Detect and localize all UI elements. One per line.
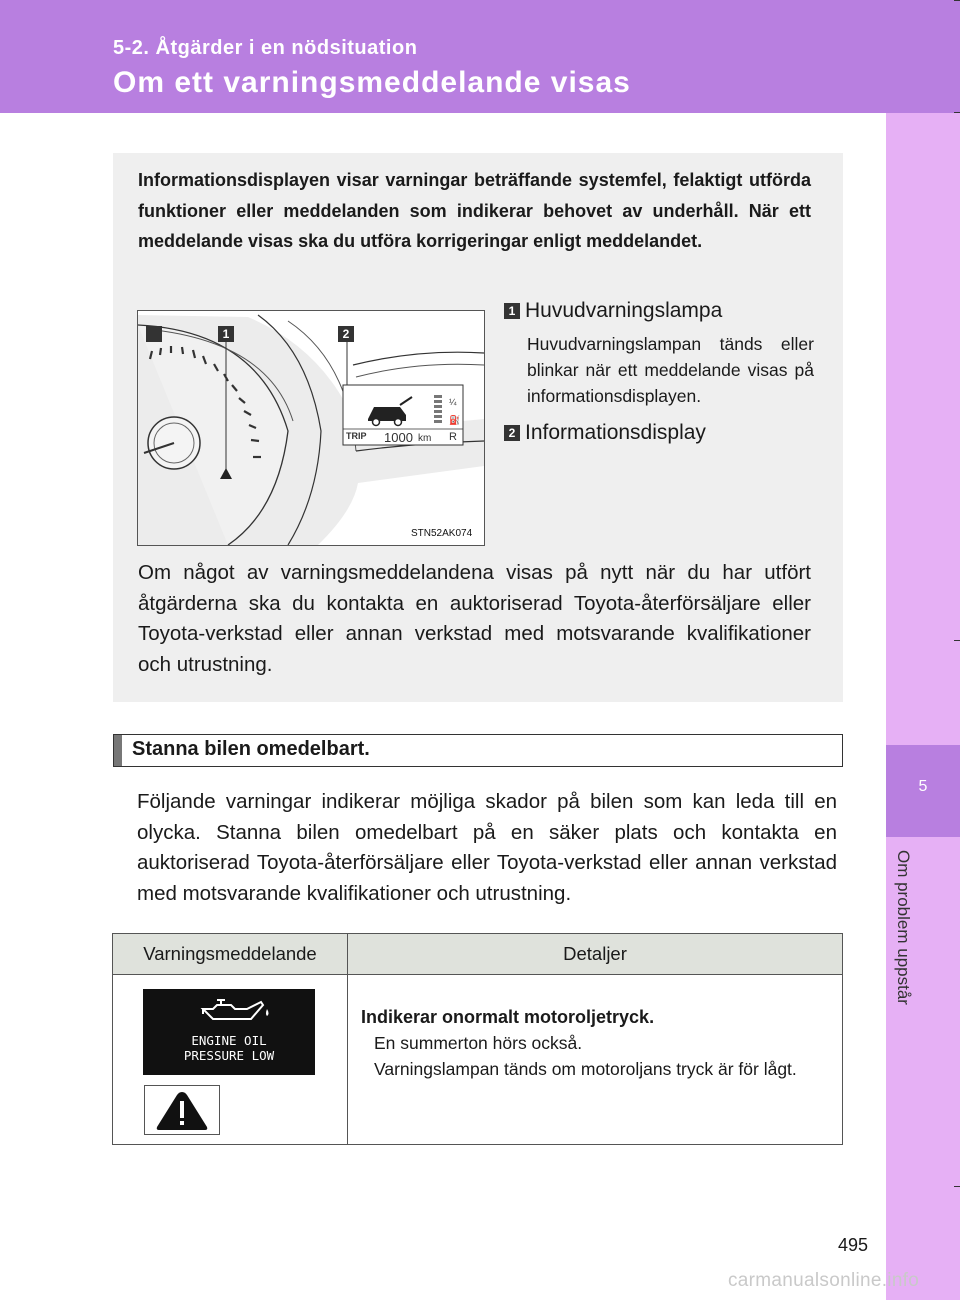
master-warning-icon-box xyxy=(144,1085,220,1135)
svg-text:⛽: ⛽ xyxy=(449,415,461,425)
warning-detail-cell xyxy=(348,975,843,1145)
legend-item xyxy=(504,299,814,323)
display-line: ENGINE OIL xyxy=(191,1033,267,1048)
legend-title: Huvudvarningslampa xyxy=(525,299,723,322)
table-header-row xyxy=(113,934,843,975)
page-number: 495 xyxy=(838,1235,869,1255)
intro-text: Informationsdisplayen visar varningar beträffande systemfel, felaktigt utförda funktioner eller meddelanden som indikerar behovet av underhåll. När ett meddelande visas ska du utföra korrigeringar enligt meddelandet. xyxy=(138,170,811,251)
page-title: Om ett varningsmeddelande visas xyxy=(113,66,631,99)
detail-line: En summerton hörs också. xyxy=(374,1033,583,1053)
exclamation-triangle-icon xyxy=(145,1086,219,1134)
figure-code: STN52AK074 xyxy=(411,528,473,539)
gear-indicator: R xyxy=(449,431,457,443)
column-header: Detaljer xyxy=(348,934,843,975)
side-tab-strip xyxy=(886,113,960,1300)
odometer-unit: km xyxy=(418,433,432,444)
legend-number: 1 xyxy=(504,303,520,319)
warning-message-cell xyxy=(113,975,348,1145)
subsection-heading xyxy=(113,734,843,767)
subsection-text: Följande varningar indikerar möjliga skador på bilen som kan leda till en olycka. Stanna bilen omedelbart på en säker plats och kontakta en auktoriserad Toyota-återförsäljare eller Toyota-verkstad eller annan verkstad med motsvarande kvalifikationer och utrustning. xyxy=(137,790,837,905)
legend-description: Huvudvarningslampan tänds eller blinkar när ett meddelande visas på informationsdisplayen. xyxy=(527,334,814,406)
engine-oil-display xyxy=(143,989,315,1075)
svg-text:¼: ¼ xyxy=(449,397,457,407)
callout-number: 1 xyxy=(218,326,234,342)
legend-item xyxy=(504,421,814,445)
trip-label: TRIP xyxy=(346,431,367,441)
callout-number: 2 xyxy=(338,326,354,342)
display-line: PRESSURE LOW xyxy=(183,1048,275,1063)
odometer-value: 1000 xyxy=(384,430,413,445)
heading-accent-bar xyxy=(114,735,122,766)
column-header: Varningsmeddelande xyxy=(113,934,348,975)
chapter-header xyxy=(0,0,960,113)
instrument-cluster-figure xyxy=(137,310,485,546)
figure-legend xyxy=(504,299,814,445)
subsection-title: Stanna bilen omedelbart. xyxy=(132,738,370,760)
table-row xyxy=(113,975,843,1145)
intro-followup-text: Om något av varningsmeddelandena visas på nytt när du har utfört åtgärderna ska du kontakta en auktoriserad Toyota-återförsäljare eller Toyota-verkstad eller annan verkstad med motsvarande kvalifikationer och utrustning. xyxy=(138,561,811,676)
chapter-number: 5 xyxy=(918,778,928,795)
legend-title: Informationsdisplay xyxy=(525,421,706,444)
legend-number: 2 xyxy=(504,425,520,441)
watermark: carmanualsonline.info xyxy=(728,1270,920,1291)
intro-box xyxy=(113,153,843,702)
section-heading: 5-2. Åtgärder i en nödsituation xyxy=(113,37,418,59)
detail-title: Indikerar onormalt motoroljetryck. xyxy=(361,1007,655,1027)
oil-can-icon xyxy=(143,989,315,1031)
chapter-label: Om problem uppstår xyxy=(894,850,913,1005)
detail-line: Varningslampan tänds om motoroljans tryck är för lågt. xyxy=(374,1059,797,1079)
warning-table xyxy=(112,933,843,1145)
